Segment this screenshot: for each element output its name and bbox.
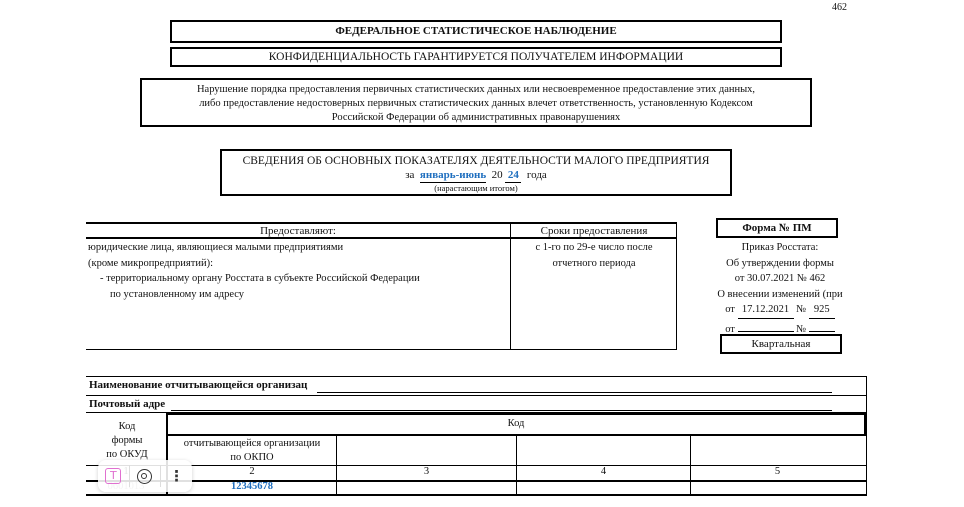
liability-warning bbox=[140, 78, 812, 127]
order-info bbox=[700, 240, 860, 337]
org-row-divider bbox=[86, 395, 866, 396]
floating-toolbar bbox=[98, 460, 192, 492]
year-field[interactable]: 24 bbox=[505, 168, 521, 183]
col-number-2: 2 bbox=[249, 466, 255, 477]
table-column-divider bbox=[510, 222, 511, 350]
text-select-icon: T bbox=[105, 468, 121, 484]
term-line: с 1-го по 29-е число после bbox=[535, 242, 653, 253]
col-number-3: 3 bbox=[423, 466, 430, 477]
change-date-field[interactable]: 17.12.2021 bbox=[738, 302, 794, 319]
change-number-field[interactable]: 925 bbox=[809, 302, 835, 319]
code-value-5[interactable] bbox=[691, 481, 864, 494]
page-number: 462 bbox=[832, 2, 847, 13]
org-border-top bbox=[86, 376, 866, 377]
text-select-button[interactable] bbox=[98, 460, 129, 492]
term-line: отчетного периода bbox=[552, 257, 636, 269]
more-options-button[interactable] bbox=[161, 460, 192, 492]
year-prefix: 20 bbox=[491, 169, 503, 181]
okpo-code-value[interactable]: 12345678 bbox=[231, 481, 273, 492]
okpo-header: отчитывающейся организации по ОКПО bbox=[183, 438, 321, 463]
okud-header: Код формы по ОКУД bbox=[106, 421, 148, 460]
value-row-bottom bbox=[86, 494, 867, 496]
report-title: СВЕДЕНИЯ ОБ ОСНОВНЫХ ПОКАЗАТЕЛЯХ ДЕЯТЕЛЬНОСТИ МАЛОГО ПРЕДПРИЯТИЯ bbox=[242, 155, 710, 167]
report-period bbox=[222, 168, 730, 183]
table-border-right bbox=[676, 222, 677, 350]
change-date-field-2[interactable] bbox=[738, 319, 794, 332]
change-row: от 17.12.2021 № 925 bbox=[700, 302, 860, 319]
provider-line: - территориальному органу Росстата в субъекте Российской Федерации bbox=[100, 273, 420, 284]
org-border-right bbox=[866, 376, 867, 496]
approval-date: от 30.07.2021 № 462 bbox=[734, 273, 826, 284]
code-header: Код bbox=[507, 418, 525, 429]
codes-right-top bbox=[864, 413, 867, 436]
provider-line: (кроме микропредприятий): bbox=[88, 257, 213, 269]
warning-line: либо предоставление недостоверных первичных статистических данных влечет ответственность, установленную Кодексом bbox=[199, 98, 753, 109]
col-number-4: 4 bbox=[600, 466, 607, 477]
col-number-5: 5 bbox=[774, 466, 781, 477]
lens-search-icon bbox=[137, 469, 152, 484]
terms-header: Сроки предоставления bbox=[540, 225, 648, 237]
approval-label: Об утверждении формы bbox=[726, 257, 834, 269]
code-value-4[interactable] bbox=[517, 481, 690, 494]
provider-line: юридические лица, являющиеся малыми предприятиями bbox=[88, 242, 344, 253]
warning-line: Российской Федерации об административных правонарушениях bbox=[331, 112, 621, 123]
cumulative-note: (нарастающим итогом) bbox=[434, 183, 518, 193]
postal-address-label: Почтовый адре bbox=[89, 398, 166, 410]
report-title-box bbox=[220, 149, 732, 196]
change-number-field-2[interactable] bbox=[809, 319, 835, 332]
code-value-3[interactable] bbox=[337, 481, 516, 494]
warning-line: Нарушение порядка предоставления первичных статистических данных или несвоевременное предоставление этих данных, bbox=[196, 84, 756, 95]
org-name-label: Наименование отчитывающейся организац bbox=[89, 379, 308, 391]
year-label: года bbox=[526, 169, 547, 181]
period-field[interactable]: январь-июнь bbox=[419, 169, 487, 181]
table-border-bottom bbox=[86, 349, 677, 350]
confidentiality-banner: КОНФИДЕНЦИАЛЬНОСТЬ ГАРАНТИРУЕТСЯ ПОЛУЧАТЕЛЕМ ИНФОРМАЦИИ bbox=[170, 47, 782, 67]
federal-observation-banner: ФЕДЕРАЛЬНОЕ СТАТИСТИЧЕСКОЕ НАБЛЮДЕНИЕ bbox=[170, 20, 782, 43]
order-label: Приказ Росстата: bbox=[741, 242, 819, 253]
postal-address-input[interactable] bbox=[171, 410, 832, 411]
changes-label: О внесении изменений (при bbox=[717, 288, 843, 300]
org-name-input[interactable] bbox=[317, 392, 832, 393]
providers-header: Предоставляют: bbox=[260, 225, 336, 237]
provider-line: по установленному им адресу bbox=[110, 288, 245, 300]
for-label: за bbox=[405, 169, 415, 181]
more-options-icon: ⋮ bbox=[169, 466, 185, 485]
lens-search-button[interactable] bbox=[130, 460, 161, 492]
codes-top bbox=[166, 413, 866, 415]
terms-text bbox=[512, 240, 676, 271]
change-row-2: от № bbox=[700, 319, 860, 338]
form-number-badge: Форма № ПМ bbox=[716, 218, 838, 238]
periodicity-badge: Квартальная bbox=[720, 334, 842, 354]
providers-list bbox=[88, 240, 508, 302]
